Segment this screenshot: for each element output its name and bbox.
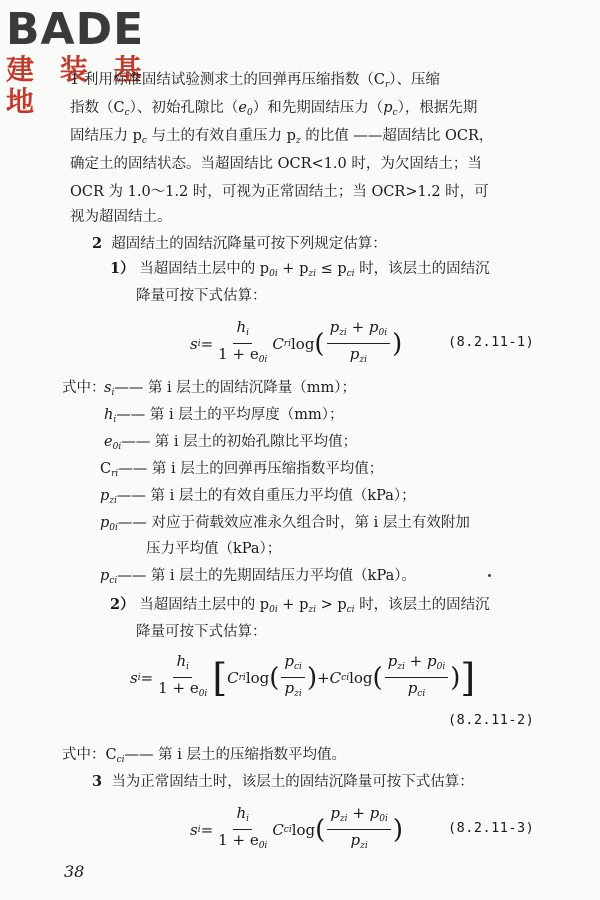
def-e0i: $e_{0i}——$ 第 i 层土的初始孔隙比平均值； [104,434,358,452]
equation-number-1: (8.2.11-1) [448,334,535,350]
para1-line4: 确定土的固结状态。当超固结比 OCR<1.0 时，为欠固结土；当 [70,156,482,172]
para1-line1: 1 利用标准固结试验测求土的回弹再压缩指数$(C_r)$、压缩 [70,72,440,90]
equation-8-2-11-3: s i = $\frac{h_i}{1 + e_{0i}}$ C ci log ( $\frac{p_{zi} + p_{0i}}{p_{zi}}$ ) [190,804,404,851]
logo-brand: BADE [6,4,145,55]
def-pzi: $p_{zi}——$ 第 i 层土的有效自重压力平均值（kPa）； [100,488,416,506]
equation-8-2-11-2: s i = $\frac{h_i}{1 + e_{0i}}$ [ C ri log ( $\frac{p_{ci}}{p_{zi}}$ ) + C ci log ( $\frac{p_{zi} + p_{0i}}{p_{ci}}$ ) ] [130,652,476,700]
para1-line5: OCR 为 1.0～1.2 时，可视为正常固结土；当 OCR>1.2 时，可 [70,184,489,200]
para1-line2: 指数$(C_c)$、初始孔隙比$(e_0)$和先期固结压力$(p_c)$，根据先期 [70,100,478,118]
item2-sub2: 2） 当超固结土层中的 $p_{0i} + p_{zi} > p_{ci}$ 时，该层土的固结沉 [110,596,490,615]
equation-number-3: (8.2.11-3) [448,820,535,836]
def-p0i: $p_{0i}——$ 对应于荷载效应准永久组合时，第 i 层土有效附加 [100,515,470,533]
def-cri: $C_{ri}——$ 第 i 层土的回弹再压缩指数平均值； [100,461,384,479]
def-cci: 式中：$C_{ci}——$ 第 i 层土的压缩指数平均值。 [62,747,346,765]
equation-number-2: (8.2.11-2) [448,712,535,728]
page-number: 38 [64,862,85,881]
def-pci: $p_{ci}——$ 第 i 层土的先期固结压力平均值（kPa）。 [100,568,416,586]
defs-label: 式中： [62,380,106,396]
def-si: $s_i——$ 第 i 层土的固结沉降量（mm）； [104,380,357,398]
item2-sub2-line2: 降量可按下式估算： [136,624,267,640]
def-hi: $h_i——$ 第 i 层土的平均厚度（mm）； [104,407,344,425]
def-p0i-cont: 压力平均值（kPa）； [146,541,282,557]
item2-sub1-line2: 降量可按下式估算： [136,288,267,304]
para1-line3: 固结压力 $p_c$ 与土的有效自重压力 $p_z$ 的比值 ——超固结比 OCR， [70,128,494,146]
item3-heading: 3 当为正常固结土时，该层土的固结沉降量可按下式估算： [92,773,474,790]
logo-subtitle: 建 装 基 地 [6,53,150,118]
stray-dot [488,574,491,577]
para1-line6: 视为超固结土。 [70,209,172,225]
item2-heading: 2 超固结土的固结沉降量可按下列规定估算： [92,235,387,252]
item2-sub1: 1） 当超固结土层中的 $p_{0i} + p_{zi} \le p_{ci}$ 时，该层土的固结沉 [110,260,490,279]
equation-8-2-11-1: s i = $\frac{h_i}{1 + e_{0i}}$ C ri log ( $\frac{p_{zi} + p_{0i}}{p_{zi}}$ ) [190,318,403,365]
